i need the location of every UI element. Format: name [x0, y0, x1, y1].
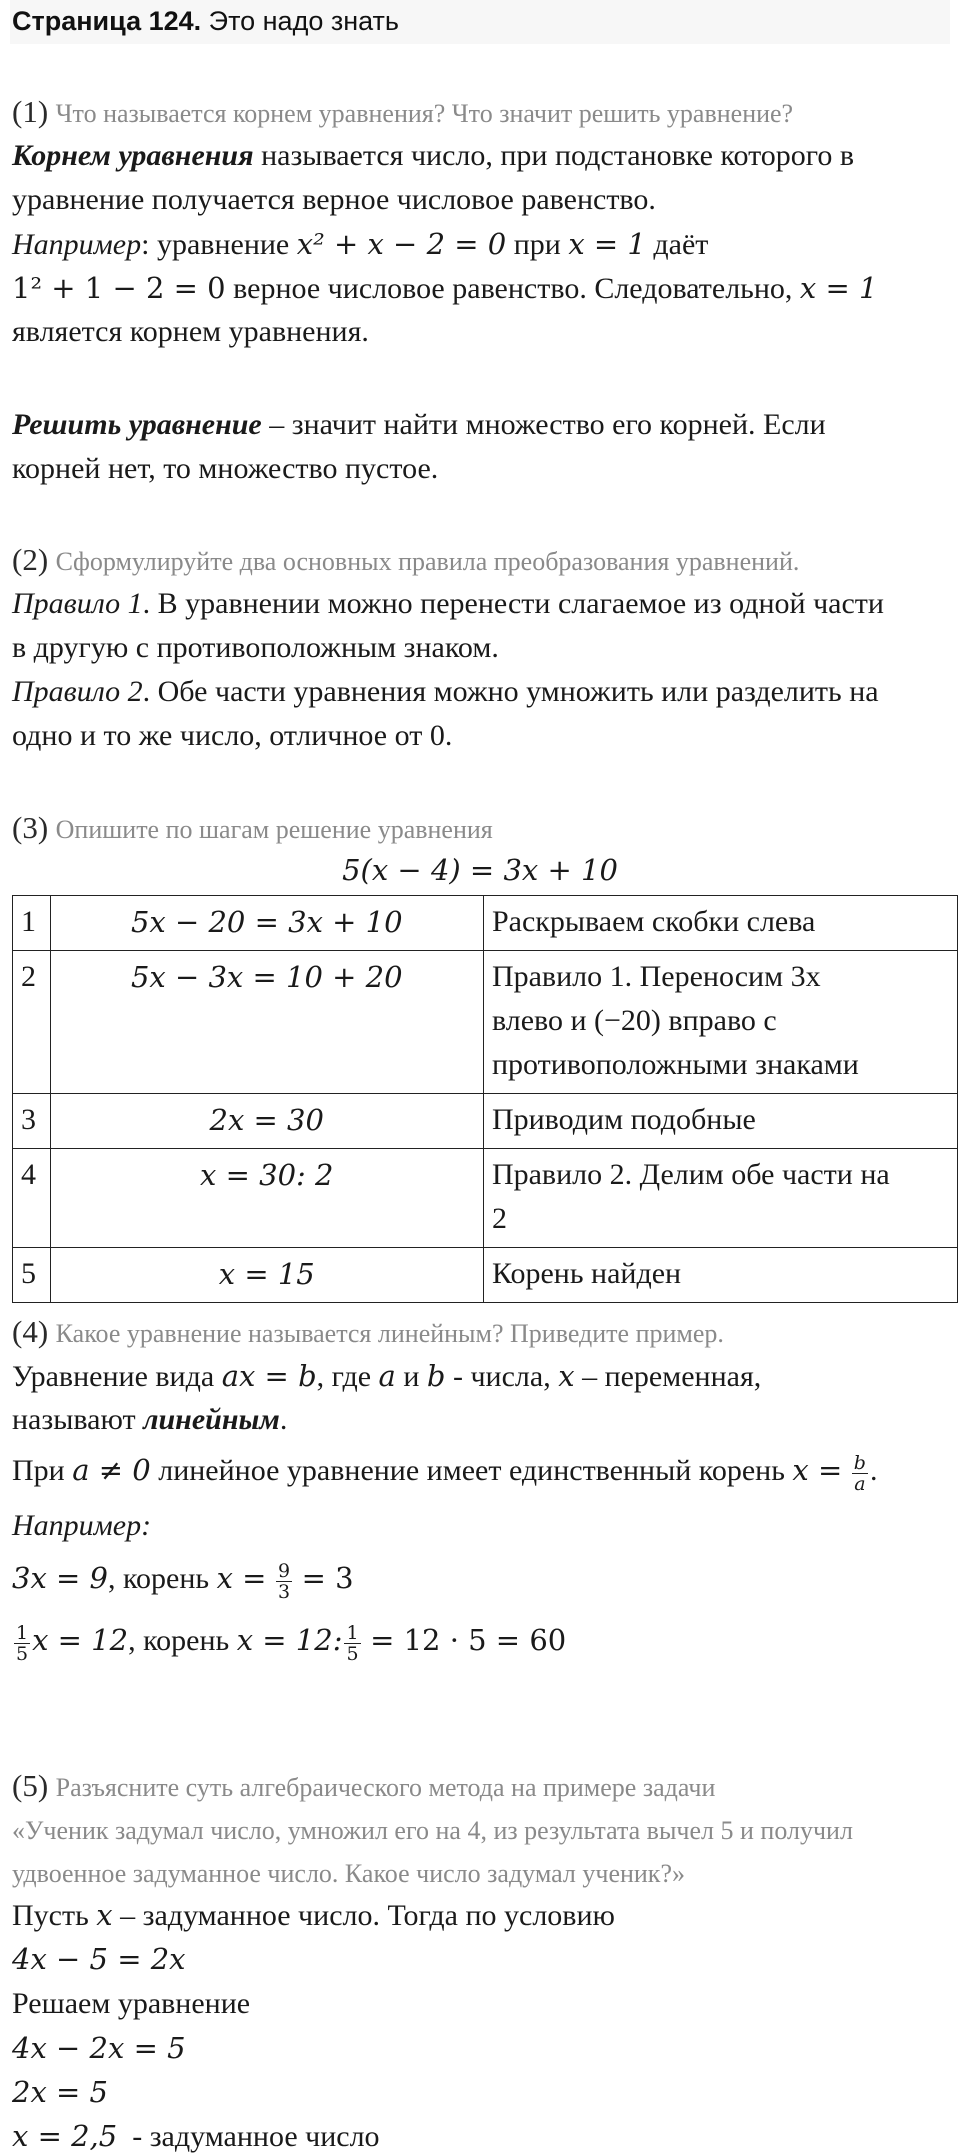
text: - числа, [445, 1360, 559, 1393]
question-text: Какое уравнение называется линейным? Приведите пример. [55, 1319, 724, 1348]
solution-equation-1 [12, 1941, 186, 1978]
table-row [13, 896, 958, 951]
math: x = 12: [236, 1623, 343, 1657]
page-number: Страница 124. [12, 6, 202, 36]
denominator: a [854, 1472, 866, 1495]
solution-equation-2 [12, 2030, 186, 2067]
fraction [344, 1623, 360, 1664]
text: удвоенное задуманное число. Какое число задумал ученик?» [12, 1859, 685, 1888]
step-description [483, 1094, 957, 1149]
step-equation: 5x − 3x = 10 + 20 [50, 951, 483, 1094]
step-description [483, 1149, 957, 1248]
math: x = [792, 1453, 843, 1487]
step-number: 2 [13, 951, 51, 1094]
question-number: (3) [12, 810, 49, 845]
rule-2-line-2 [12, 718, 452, 754]
question-3 [12, 810, 493, 848]
step-number: 1 [13, 896, 51, 951]
page-header [10, 0, 950, 44]
text: Пусть [12, 1899, 97, 1932]
example-line-3 [12, 314, 369, 350]
solution-line-1 [12, 1897, 615, 1934]
question-5 [12, 1768, 715, 1806]
step-number: 5 [13, 1248, 51, 1303]
rule-1-label: Правило 1 [12, 587, 143, 620]
text: является корнем уравнения. [12, 315, 369, 348]
math: x = 1 [568, 227, 646, 261]
math: b [426, 1359, 446, 1393]
math: 1² + 1 − 2 = 0 [12, 271, 226, 305]
denominator: 5 [16, 1642, 29, 1665]
text: : уравнение [141, 228, 297, 261]
text: , корень [108, 1562, 217, 1595]
numerator: 9 [277, 1559, 291, 1582]
table-row [13, 951, 958, 1094]
term-linear: линейным [143, 1403, 280, 1436]
text: верное числовое равенство. Следовательно, [225, 272, 800, 305]
math: x = 12 [32, 1623, 129, 1657]
step-description-line: Приводим подобные [491, 1103, 756, 1136]
math: ax = b [221, 1359, 317, 1393]
step-description-line: Раскрываем скобки слева [491, 905, 816, 938]
text: - задуманное число [117, 2120, 380, 2153]
solve-definition-line-2 [12, 451, 438, 487]
rule-2-line-1 [12, 674, 879, 710]
text: при [506, 228, 569, 261]
text: , корень [128, 1624, 237, 1657]
step-equation: 5x − 20 = 3x + 10 [50, 896, 483, 951]
solution-answer [12, 2118, 380, 2155]
question-number: (4) [12, 1314, 49, 1349]
question-text: Разъясните суть алгебраического метода на примере задачи [55, 1773, 716, 1802]
question-text: Опишите по шагам решение уравнения [55, 815, 493, 844]
rule-1-line-1 [12, 586, 884, 622]
table-row [13, 1248, 958, 1303]
root-definition-line-2 [12, 182, 656, 218]
text: одно и то же число, отличное от 0. [12, 719, 453, 752]
question-number: (2) [12, 542, 49, 577]
problem-line-1 [12, 1812, 853, 1849]
example-2-line [12, 1622, 566, 1664]
step-description-line: Корень найден [491, 1257, 682, 1290]
page-title-text: Это надо знать [208, 6, 399, 36]
main-equation [0, 852, 960, 889]
text: – задуманное число. Тогда по условию [112, 1899, 615, 1932]
text: называется число, при подстановке которого в [253, 139, 855, 172]
numerator: 1 [16, 1621, 29, 1644]
step-number: 3 [13, 1094, 51, 1149]
linear-definition-line-1 [12, 1358, 761, 1395]
step-description-line: влево и (−20) вправо с [491, 1004, 777, 1037]
math: 3x = 9 [12, 1561, 108, 1595]
fraction [852, 1453, 868, 1494]
text: . [869, 1454, 878, 1487]
math: a [378, 1359, 396, 1393]
math: x = [216, 1561, 267, 1595]
step-equation: x = 15 [50, 1248, 483, 1303]
math: x = 1 [799, 271, 878, 305]
text: . В уравнении можно перенести слагаемое из одной части [142, 587, 884, 620]
step-description [483, 951, 957, 1094]
math: x² + x − 2 = 0 [296, 227, 507, 261]
math: 5(x − 4) = 3x + 10 [342, 853, 618, 887]
table-row [13, 1149, 958, 1248]
denominator: 3 [277, 1580, 291, 1603]
math: = 3 [301, 1561, 354, 1595]
step-description-line: Правило 1. Переносим 3x [491, 960, 821, 993]
math: 4x − 5 = 2x [12, 1942, 186, 1976]
text: , где [316, 1360, 379, 1393]
step-description-line: противоположными знаками [491, 1048, 859, 1081]
solve-definition-line-1 [12, 407, 826, 443]
text: Уравнение вида [12, 1360, 222, 1393]
text: . Обе части уравнения можно умножить или разделить на [142, 675, 879, 708]
example-label: Например: [12, 1509, 152, 1542]
rule-1-line-2 [12, 630, 499, 666]
math: x [558, 1359, 575, 1393]
text: – переменная, [574, 1360, 762, 1393]
table-row [13, 1094, 958, 1149]
denominator: 5 [346, 1642, 359, 1665]
question-text: Сформулируйте два основных правила преобразования уравнений. [55, 547, 800, 576]
text: корней нет, то множество пустое. [12, 452, 439, 485]
text: в другую с противоположным знаком. [12, 631, 499, 664]
question-4 [12, 1314, 724, 1352]
text: – значит найти множество его корней. Если [261, 408, 826, 441]
step-description [483, 896, 957, 951]
numerator: 1 [346, 1621, 359, 1644]
math: 2x = 5 [12, 2075, 108, 2109]
example-line-1 [12, 226, 708, 263]
step-description-line: Правило 2. Делим обе части на [491, 1158, 890, 1191]
step-description [483, 1248, 957, 1303]
math: a ≠ 0 [72, 1453, 151, 1487]
numerator: b [853, 1451, 866, 1474]
solution-equation-3 [12, 2074, 108, 2111]
text: При [12, 1454, 73, 1487]
question-text: Что называется корнем уравнения? Что значит решить уравнение? [55, 99, 794, 128]
text: линейное уравнение имеет единственный корень [150, 1454, 793, 1487]
root-definition-line-1 [12, 138, 854, 174]
linear-definition-line-2 [12, 1402, 287, 1438]
math: x = 2,5 [12, 2119, 118, 2153]
text: даёт [645, 228, 709, 261]
linear-root-line [12, 1452, 877, 1494]
step-equation: x = 30: 2 [50, 1149, 483, 1248]
question-2 [12, 542, 799, 580]
steps-table [12, 895, 958, 1303]
step-number: 4 [13, 1149, 51, 1248]
text: «Ученик задумал число, умножил его на 4, из результата вычел 5 и получил [12, 1816, 853, 1845]
solution-line-2 [12, 1986, 250, 2022]
example-label: Например [12, 228, 142, 261]
page-title [12, 6, 399, 37]
text: . [279, 1403, 288, 1436]
math: 4x − 2x = 5 [12, 2031, 186, 2065]
math: x [96, 1898, 113, 1932]
math: = 12 · 5 = 60 [370, 1623, 567, 1657]
text: уравнение получается верное числовое равенство. [12, 183, 656, 216]
term-solve: Решить уравнение [12, 408, 262, 441]
text: называют [12, 1403, 144, 1436]
text: Решаем уравнение [12, 1987, 251, 2020]
example-1-line [12, 1560, 354, 1602]
term-root: Корнем уравнения [12, 139, 254, 172]
rule-2-label: Правило 2 [12, 675, 143, 708]
question-number: (5) [12, 1768, 49, 1803]
example-label-line [12, 1508, 151, 1544]
fraction [276, 1561, 292, 1602]
step-description-line: 2 [491, 1202, 507, 1235]
example-line-2 [12, 270, 877, 307]
step-equation: 2x = 30 [50, 1094, 483, 1149]
question-1 [12, 94, 793, 132]
text: и [395, 1360, 427, 1393]
fraction [14, 1623, 30, 1664]
problem-line-2 [12, 1855, 685, 1892]
question-number: (1) [12, 94, 49, 129]
